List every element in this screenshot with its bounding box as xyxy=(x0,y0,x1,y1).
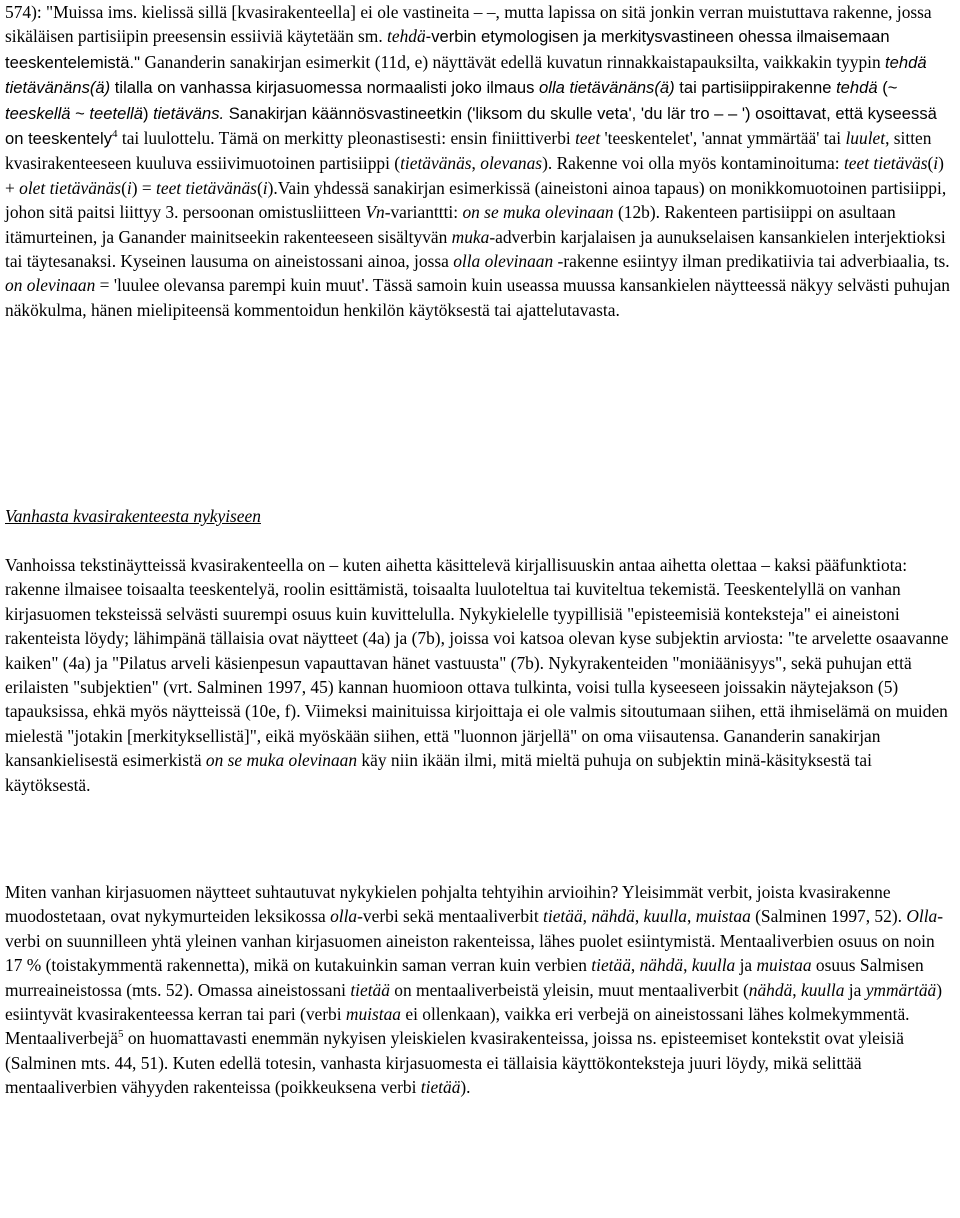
text-run-italic: luulet xyxy=(845,128,886,149)
text-run-italic: tehdä xyxy=(836,78,878,98)
text-run: ) + xyxy=(5,153,944,198)
text-run-italic: on olevinaan xyxy=(5,275,96,296)
text-run-italic: tietäväns. xyxy=(153,103,225,123)
text-run-italic: olla xyxy=(330,906,358,927)
text-run-italic: (ä) xyxy=(89,78,111,98)
text-run: tai luulottelu. Tämä on merkitty pleonastisesti: ensin finiittiverbi xyxy=(117,128,576,149)
text-run: , xyxy=(792,979,801,1000)
text-run-italic: teet tietävänäs xyxy=(156,177,257,198)
text-run: , xyxy=(582,906,592,927)
text-run: (12b). Rakenteen partisiippi on asultaan itämurteinen, ja Ganander mainitseekin rakenteeseen sisältyvän xyxy=(5,202,896,247)
text-run: (Salminen 1997, 52). xyxy=(750,906,907,927)
text-run: ~ xyxy=(70,103,90,123)
text-run-italic: olla olevinaan xyxy=(453,251,554,272)
text-run: -rakenne esiintyy ilman predikatiivia tai adverbiaalia, ts. xyxy=(553,251,950,272)
text-run-italic: i xyxy=(262,177,268,198)
text-run-italic: muistaa xyxy=(756,955,812,976)
text-run: , sitten kvasirakenteeseen kuuluva essiivimuotoinen partisiippi ( xyxy=(5,128,932,174)
text-run-italic: tietää xyxy=(591,955,631,976)
text-run-italic: ymmärtää xyxy=(865,979,937,1000)
text-run: 574): "Muissa ims. kielissä sillä [kvasirakenteella] ei ole vastineita – –, mutta lapissa on sitä jonkin verran muistuttava rakenne, jossa sikäläisen partisiipin preesensin essiiviä käytetään sm. xyxy=(5,2,932,47)
text-run-italic: tehdä tietävänäns xyxy=(5,52,927,98)
text-run: (~ xyxy=(877,78,898,98)
text-run: ) xyxy=(142,103,154,123)
text-run: -verbi sekä mentaaliverbit xyxy=(357,906,544,927)
text-run-italic: kuulla xyxy=(800,979,845,1000)
text-run: -adverbin karjalaisen ja aunukselaisen kansankielen interjektioksi tai täytesanaksi. Kyseinen lausuma on aineistossani ainoa, jossa xyxy=(5,226,946,272)
text-run: ( xyxy=(256,177,263,198)
text-run: -verbin etymologisen ja merkitysvastineen ohessa ilmaisemaan teeskentelemistä." xyxy=(5,27,890,72)
text-run-italic: teet xyxy=(575,128,601,149)
text-run: Vain yhdessä sanakirjan esimerkissä (aineistoni ainoa tapaus) on monikkomuotoinen partisiippi, johon sitä paitsi liittyy 3. persoonan omistusliitteen xyxy=(5,177,947,223)
text-run-italic: olevanas xyxy=(480,153,543,174)
text-run: -verbi on suunnilleen yhtä yleinen vanhan kirjasuomen aineiston rakenteissa, lähes puolet esiintymistä. Mentaaliverbien osuus on noin 17 % (toistakymmentä rakennetta), mikä on kutakuinkin saman verran kuin verbien xyxy=(5,906,944,976)
paragraph-1 xyxy=(5,0,955,322)
text-run: osuus Salmisen murreaineistossa (mts. 52). Omassa aineistossani xyxy=(5,955,924,1000)
text-run-italic: tehdä xyxy=(387,26,426,47)
text-run: 'teeskentelet', 'annat ymmärtää' tai xyxy=(600,128,846,149)
text-run: Vanhoissa tekstinäytteissä kvasirakenteella on – kuten aihetta käsittelevä kirjallisuuskin antaa aihetta olettaa – kaksi pääfunktiota: rakenne ilmaisee toisaalta teeskentelyä, roolin esittämistä, toisaalta luuloteltua tai kuviteltua tekemistä. Teeskentelyllä on vanhan kirjasuomen teksteissä selvästi suurempi osuus kuin kuvittelulla. Nykykielelle tyypillisiä "episteemisiä konteksteja" ei aineistoni rakenteista löydy; lähimpänä tällaisia ovat näytteet (4a) ja (7b), joissa voi katsoa olevan kyse subjektin arviosta: "te arvelette osaavanne kaiken" (4a) ja "Pilatus arveli käsienpesun vapauttavan hänet vastuusta" (7b). Nykyrakenteiden "moniäänisyys", sekä puhujan että erilaisten "subjektien" (vrt. Salminen 1997, 45) kannan huomioon ottava tulkinta, voisi tulla kyseeseen joissakin näytejakson (5) tapauksissa, ehkä myös näytteissä (10e, f). Viimeksi mainituissa kirjoittaja ei ole valmis sitoutumaan siihen, että ihmiselämä on muiden mielestä "jotakin [merkityksellistä]", eikä myöskään siihen, että "luonnon järjellä" on oma viisautensa. Gananderin sanakirjan kansankielisestä esimerkistä xyxy=(5,555,949,771)
text-run-italic: teeskellä xyxy=(5,103,71,123)
text-run: , xyxy=(683,955,692,976)
text-run-italic: muka xyxy=(451,226,490,247)
text-run-italic: i xyxy=(126,177,132,198)
text-run: , xyxy=(634,906,644,927)
text-run: ja xyxy=(735,955,757,976)
text-run: ja xyxy=(844,979,866,1000)
text-run: tai partisiippirakenne xyxy=(674,78,837,98)
text-run-italic: on se muka olevinaan xyxy=(462,202,614,223)
section-heading: Vanhasta kvasirakenteesta nykyiseen xyxy=(5,506,261,526)
text-run-italic: (ä) xyxy=(654,78,675,98)
text-run-italic: kuulla xyxy=(643,906,687,927)
text-run: on huomattavasti enemmän nykyisen yleiskielen kvasirakenteissa, joissa ns. episteemiset kontekstit ovat yleisiä (Salminen mts. 44, 51). Kuten edellä totesin, vanhasta kirjasuomesta ei tällaisia käyttökonteksteja juuri löydy, mikä selittää mentaaliverbien vähyyden rakenteissa (poikkeuksena verbi xyxy=(5,1028,904,1098)
text-run: ) = xyxy=(131,177,157,198)
text-run: Gananderin sanakirjan esimerkit (11d, e) näyttävät edellä kuvatun rinnakkaistapauksilta, vaikkakin tyypin xyxy=(140,51,886,72)
text-run: -varianttti: xyxy=(384,202,463,223)
paragraph-2 xyxy=(5,553,955,797)
text-run: , xyxy=(471,153,481,174)
text-run-italic: kuulla xyxy=(691,955,736,976)
text-run-italic: nähdä xyxy=(591,906,635,927)
text-run: käy niin ikään ilmi, mitä mieltä puhuja on subjektin minä-käsityksestä tai käytöksestä. xyxy=(5,750,872,795)
text-run: ). xyxy=(267,177,278,198)
text-run: Miten vanhan kirjasuomen näytteet suhtautuvat nykykielen pohjalta tehtyihin arvioihin? Yleisimmät verbit, joista kvasirakenne muodostetaan, ovat nykymurteiden leksikossa xyxy=(5,882,891,927)
footnote-marker: 4 xyxy=(112,128,118,141)
text-run: ) esiintyvät kvasirakenteessa kerran tai pari (verbi xyxy=(5,979,943,1025)
text-run-italic: Olla xyxy=(906,906,938,927)
text-run-italic: tietävänäs xyxy=(400,153,472,174)
text-run: , xyxy=(687,906,696,927)
text-run-italic: tietää xyxy=(543,906,583,927)
text-run-italic: teetellä xyxy=(89,103,143,123)
text-run: tilalla on vanhassa kirjasuomessa normaalisti joko ilmaus xyxy=(110,78,540,98)
text-run-italic: Vn xyxy=(365,202,385,223)
text-run-italic: nähdä xyxy=(639,955,684,976)
text-run: ei ollenkaan), vaikka eri verbejä on aineistossani lähes kolmekymmentä. Mentaaliverbejä xyxy=(5,1004,910,1049)
text-run: Sanakirjan käännösvastineetkin ('liksom du skulle veta', 'du lär tro – – ') osoittavat, että kyseessä on teeskentely xyxy=(5,103,937,149)
text-run-italic: tietää xyxy=(350,979,390,1000)
text-run-italic: muistaa xyxy=(695,906,751,927)
footnote-marker: 5 xyxy=(117,1028,124,1041)
text-run-italic: i xyxy=(933,153,939,174)
text-run-italic: olla tietävänäns xyxy=(539,78,655,98)
text-run-italic: olet tietävänäs xyxy=(19,177,122,198)
text-run-italic: teet tietäväs xyxy=(843,153,928,174)
text-run: on mentaaliverbeistä yleisin, muut mentaaliverbit ( xyxy=(389,979,749,1000)
paragraph-3 xyxy=(5,880,955,1100)
text-run: , xyxy=(630,955,640,976)
text-run: = 'luulee olevansa parempi kuin muut'. Tässä samoin kuin useassa muussa kansankielen näytteessä näkyy selvästi puhujan näkökulma, hänen mielipiteensä kommentoidun henkilön käytöksestä tai ajattelutavasta. xyxy=(5,275,950,320)
text-run-italic: tietää xyxy=(420,1077,461,1098)
text-run-italic: muistaa xyxy=(345,1004,401,1025)
text-run: ). Rakenne voi olla myös kontaminoituma: xyxy=(542,153,844,174)
text-run: ). xyxy=(460,1077,471,1098)
text-run-italic: nähdä xyxy=(748,979,793,1000)
text-run: ( xyxy=(927,153,934,174)
text-run-italic: on se muka olevinaan xyxy=(205,750,358,771)
text-run: ( xyxy=(121,177,127,198)
